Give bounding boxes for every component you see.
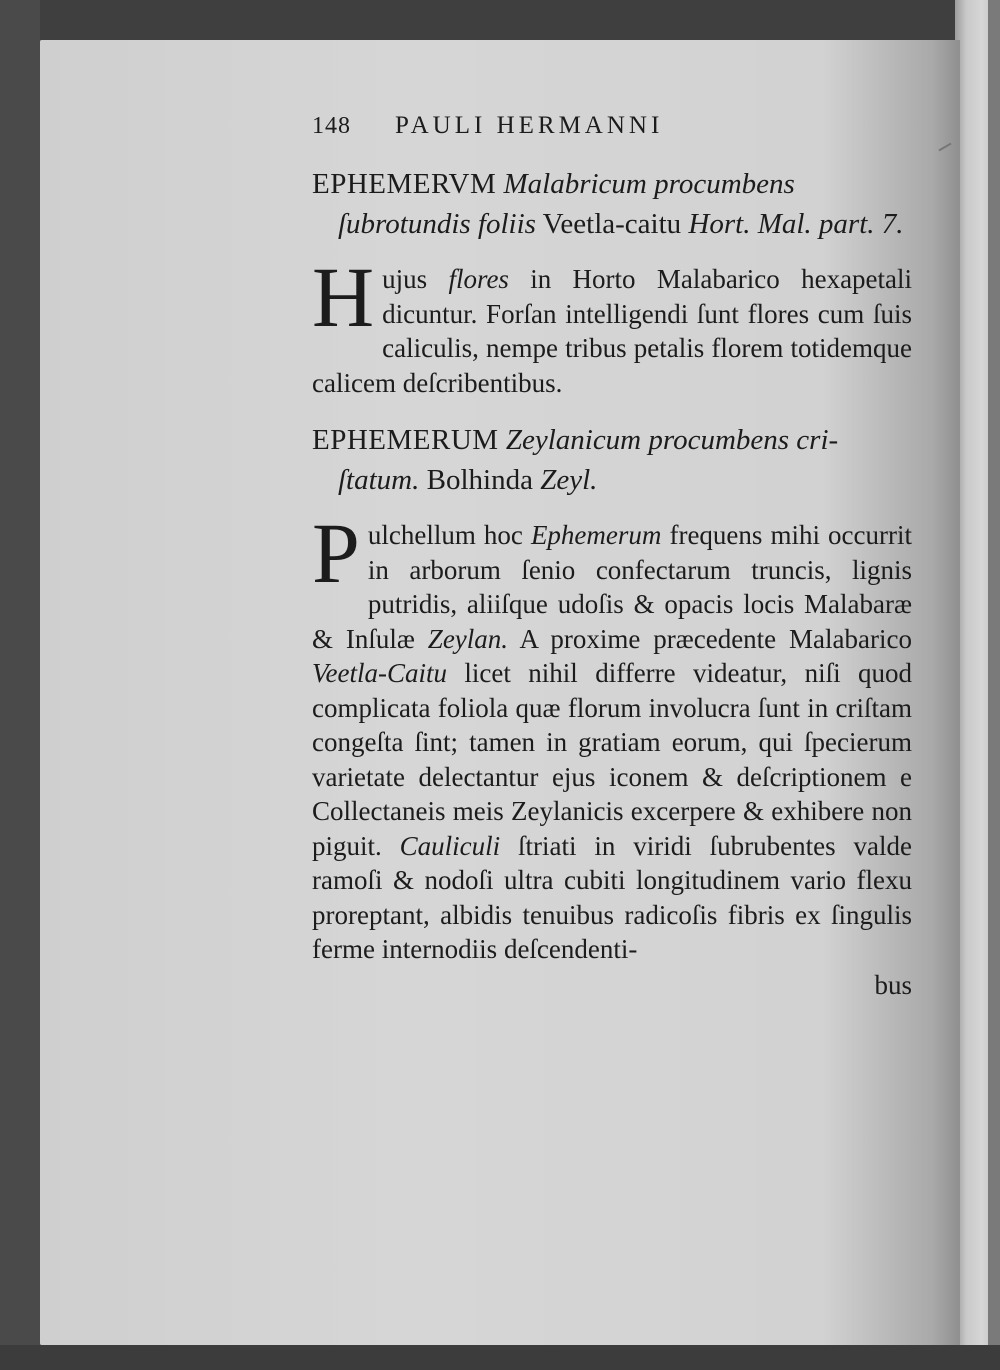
page-number: 148 <box>312 113 351 139</box>
paragraph-2-text-b: frequens mihi occurrit in arborum ſenio confectarum truncis, lignis putridis, aliiſque udoſis & opacis locis Malabaræ & Inſulæ <box>312 520 913 654</box>
paragraph-2-text-d: licet nihil differre videatur, niſi quod complicata foliola quæ florum involucra ſunt in criſtam congeſta ſint; tamen in gratiam eorum, qui ſpecierum varietate delectantur ejus iconem & deſcriptionem e Collectaneis meis Zeylanicis excerpere & exhibere non piguit. <box>312 658 913 861</box>
paragraph-2-italic-c: Veetla-Caitu <box>312 658 447 688</box>
entry-paragraph-1 <box>312 249 913 400</box>
entry-heading-1-italic-c: Hort. Mal. part. 7. <box>688 208 904 240</box>
paragraph-1-italic-a: flores <box>448 264 509 294</box>
entry-heading-1 <box>312 164 912 244</box>
scan-border-left <box>0 0 40 1370</box>
entry-heading-1-label: EPHEMERVM <box>312 168 497 200</box>
entry-heading-2-label: EPHEMERUM <box>312 424 499 456</box>
entry-heading-1-italic-b: ſubrotundis foliis <box>338 208 536 240</box>
paragraph-2-italic-d: Cauliculi <box>399 830 501 861</box>
facing-page-edge <box>955 0 1000 1370</box>
entry-paragraph-2 <box>312 505 913 967</box>
paragraph-1-text-a: ujus <box>382 264 428 294</box>
drop-cap-2: P <box>312 505 360 601</box>
paragraph-1-text-b: in Horto Malabarico hexapetali dicuntur. Forſan intelligendi ſunt flores cum ſuis caliculis, nempe tribus petalis florem totidemque calicem deſcribentibus. <box>312 264 913 398</box>
paragraph-2-text-e: ſtriati in viridi ſubrubentes valde ramoſi & nodoſi ultra cubiti longitudinem vario flexu proreptant, albidis tenuibus radicoſis fibris ex ſingulis ferme internodiis deſcendenti- <box>312 830 913 964</box>
entry-heading-2 <box>312 420 912 500</box>
paragraph-2-text-a: ulchellum hoc <box>367 520 523 550</box>
ink-mark <box>938 143 951 152</box>
page-text-block <box>312 112 912 1001</box>
entry-heading-1-italic-a: Malabricum procumbens <box>503 168 795 200</box>
running-title: PAULI HERMANNI <box>395 112 664 139</box>
entry-heading-2-italic-a: Zeylanicum procumbens cri- <box>505 424 839 456</box>
scan-border-bottom <box>0 1345 1000 1370</box>
drop-cap-1: H <box>312 249 375 345</box>
scan-border-top <box>0 0 1000 40</box>
entry-heading-2-italic-b: ſtatum. <box>338 464 420 496</box>
paragraph-2-italic-b: Zeylan. <box>427 623 509 654</box>
paragraph-2-text-c: A proxime præcedente Malabarico <box>519 623 912 654</box>
facing-page-shadow <box>988 0 1000 1370</box>
entry-heading-1-text: Veetla-caitu <box>542 208 682 240</box>
running-head <box>312 112 912 156</box>
book-page <box>40 40 960 1345</box>
paragraph-2-italic-a: Ephemerum <box>530 520 662 550</box>
entry-heading-2-text: Bolhinda <box>426 464 533 496</box>
catchword: bus <box>874 969 912 1000</box>
entry-heading-2-italic-c: Zeyl. <box>540 464 598 496</box>
